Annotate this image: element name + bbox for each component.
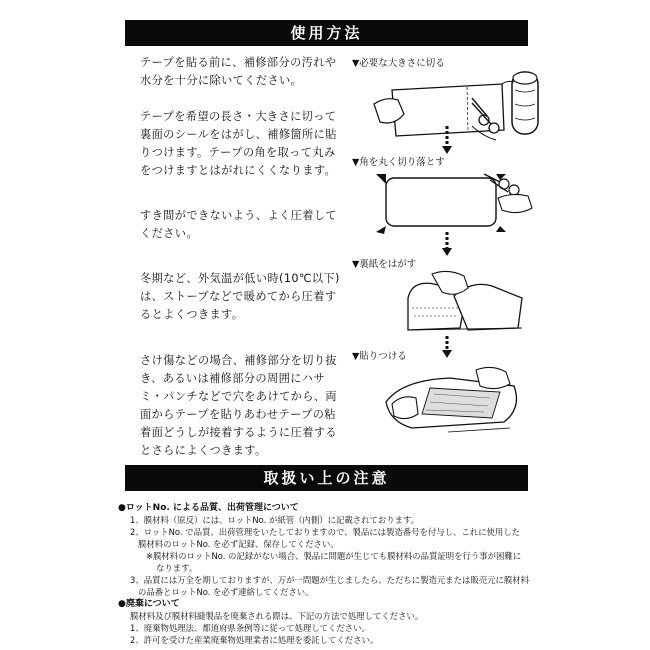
lot-note-b: なります。 <box>156 563 198 573</box>
lot-item-2a: 2、ロットNo. で品質、出荷管理をいたしておりますので、製品には製造番号を付与し、これに使用した <box>130 527 521 537</box>
handling-title-banner: 取扱い上の注意 <box>125 465 528 491</box>
lot-section-heading: ●ロットNo. による品質、出荷管理について <box>118 503 299 513</box>
lot-item-1: 1、膜材料（原反）には、ロットNo. が紙管（内側）に記載されております。 <box>130 515 420 525</box>
flow-arrow-2 <box>441 230 453 260</box>
disposal-item-2: 2、許可を受けた産業廃棄物処理業者に処理を委託してください。 <box>130 635 379 645</box>
step-caption-cut: ▼必要な大きさに切る <box>352 58 445 69</box>
peel-backing-illustration <box>372 268 547 342</box>
cut-tape-illustration <box>372 70 547 152</box>
usage-step-3-text: すき間ができないよう、よく圧着してください。 <box>140 209 337 240</box>
apply-tape-illustration <box>372 362 547 442</box>
usage-step-2-text: テープを希望の長さ・大きさに切って裏面のシールをはがし、補修箇所に貼りつけます。テープの角を取って丸みをつけますとはがれにくくなります。 <box>140 110 337 177</box>
step-caption-apply: ▼貼りつける <box>352 351 407 362</box>
usage-step-4-text: 冬期など、外気温が低い時(10℃以下)は、ストーブなどで暖めてから圧着するとよくつきます。 <box>140 272 340 321</box>
flow-arrow-1 <box>441 124 453 158</box>
lot-item-3b: の品番とロットNo. を必ず連絡してください。 <box>138 587 314 597</box>
round-corners-illustration <box>372 170 547 242</box>
disposal-intro: 膜材料及び膜材料縫製品を廃棄される際は、下記の方法で処理してください。 <box>130 611 424 621</box>
step-caption-round-corners: ▼角を丸く切り落とす <box>352 157 445 168</box>
disposal-section-heading: ●廃棄について <box>118 599 180 609</box>
flow-arrow-3 <box>441 334 453 362</box>
handling-notes <box>118 502 538 646</box>
lot-item-3a: 3、品質には万全を期しておりますが、万が一問題が生じましたら、ただちに製造元または販売元に膜材料 <box>130 575 529 585</box>
usage-step-1-text: テープを貼る前に、補修部分の汚れや水分を十分に除いてください。 <box>140 56 337 87</box>
step-caption-peel-backing: ▼裏紙をはがす <box>352 259 417 270</box>
disposal-item-1: 1、廃棄物処理法、都道府県条例等に従って処理してください。 <box>130 623 370 633</box>
lot-item-2b: 膜材料のロットNo. を必ず記録、保存してください。 <box>138 539 339 549</box>
lot-note-a: ※膜材料のロットNo. の記録がない場合、製品に問題が生じても膜材料の品質証明を行う事が困難に <box>146 551 522 561</box>
usage-step-5-text: さけ傷などの場合、補修部分を切り抜き、あるいは補修部分の周囲にハサミ・パンチなどで穴をあけてから、両面からテープを貼りあわせテープの粘着面どうしが接着するように圧着するとさらによくつきます。 <box>140 354 337 457</box>
usage-title-banner: 使用方法 <box>125 20 528 46</box>
